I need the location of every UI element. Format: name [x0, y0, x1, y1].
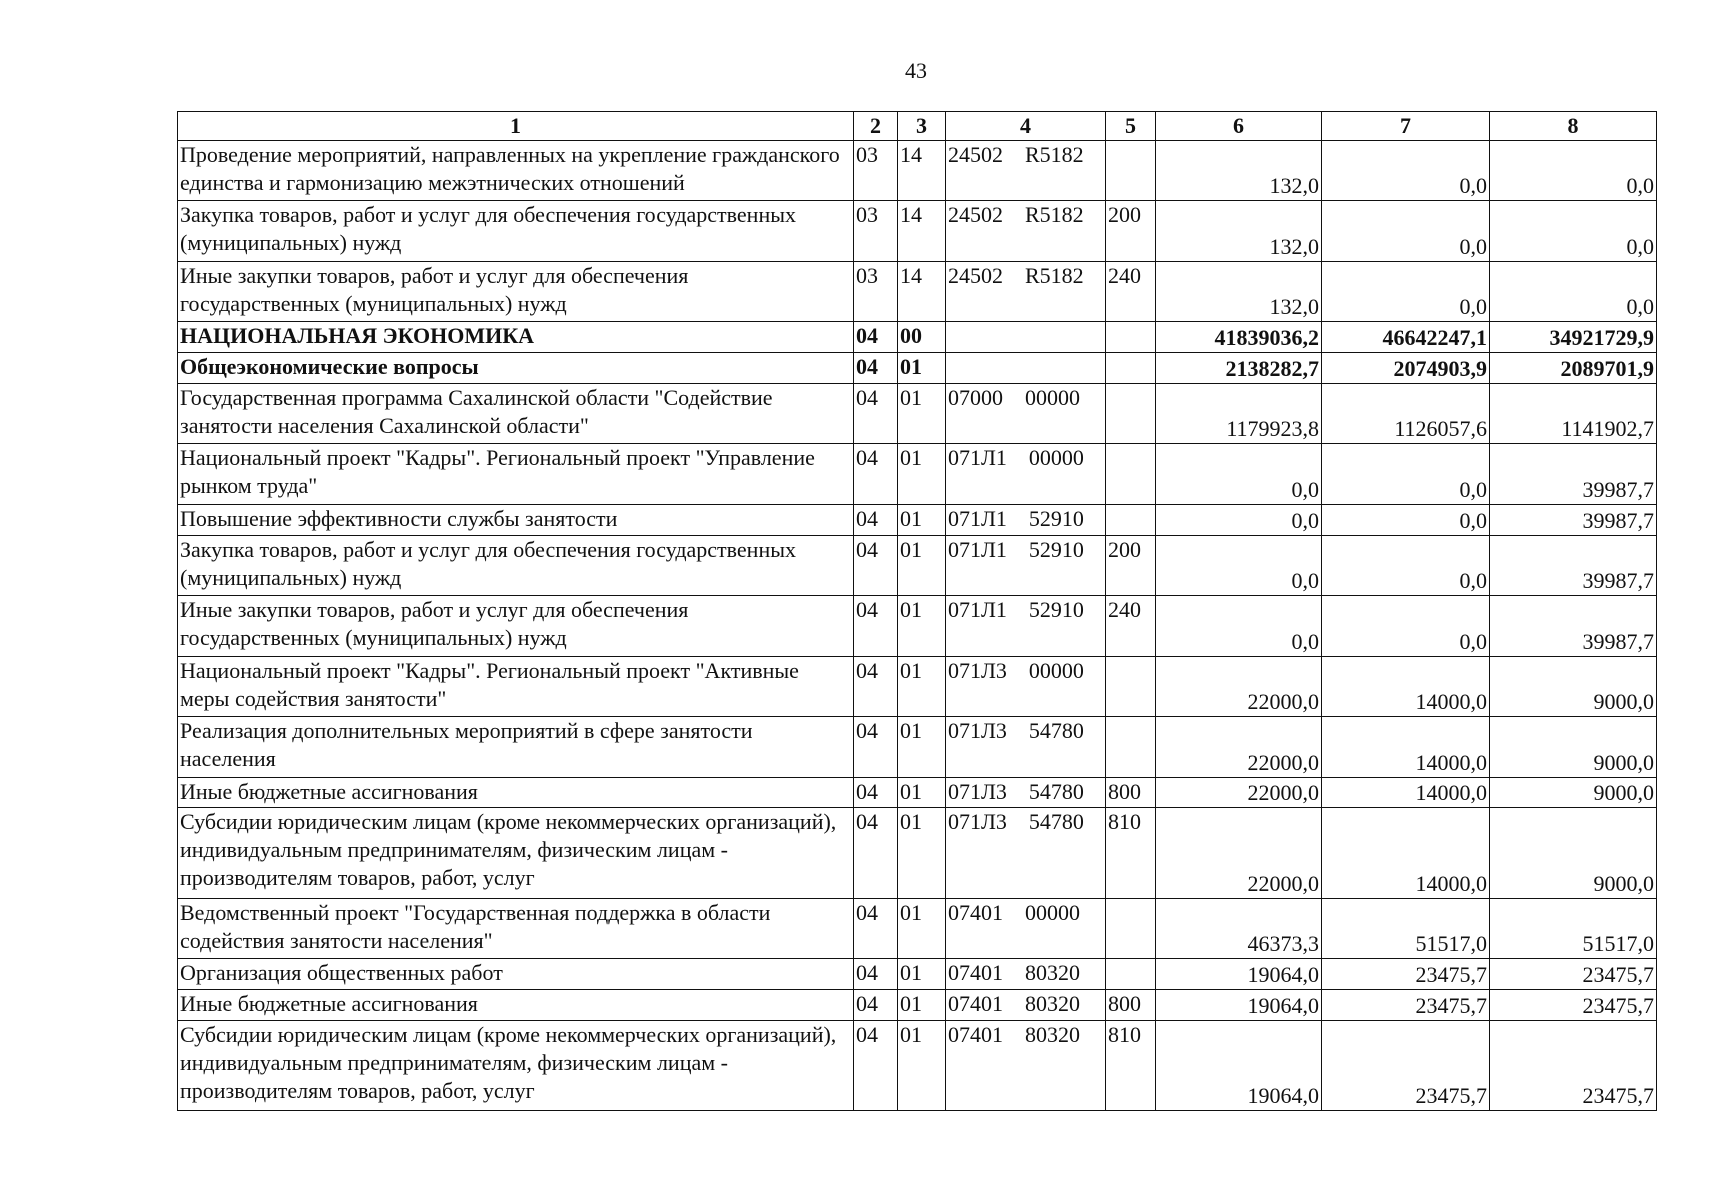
target-article-code [946, 898, 1106, 958]
table-row [178, 989, 1657, 1020]
target-article-code [946, 1020, 1106, 1110]
subsection-code: 14 [898, 201, 946, 261]
table-row [178, 717, 1657, 777]
amount-col-7: 2074903,9 [1322, 353, 1490, 384]
amount-col-7: 1126057,6 [1322, 383, 1490, 443]
direction-code: 54780 [1028, 718, 1084, 744]
col-header-1: 1 [178, 112, 854, 141]
amount-col-7: 0,0 [1322, 535, 1490, 595]
program-code: 07401 [948, 990, 1003, 1016]
target-article-code [946, 444, 1106, 504]
table-row [178, 1020, 1657, 1110]
subsection-code: 01 [898, 959, 946, 990]
section-code: 04 [854, 504, 898, 535]
direction-code: 52910 [1028, 536, 1084, 562]
table-row [178, 898, 1657, 958]
program-code: 071Л3 [948, 809, 1007, 835]
direction-code: 52910 [1028, 505, 1084, 531]
program-code: 24502 [948, 262, 1003, 288]
subsection-code: 14 [898, 261, 946, 321]
amount-col-6: 22000,0 [1156, 808, 1322, 898]
table-row [178, 383, 1657, 443]
amount-col-8: 39987,7 [1490, 596, 1657, 656]
row-description: Реализация дополнительных мероприятий в сфере занятости населения [178, 717, 854, 777]
program-code: 24502 [948, 142, 1003, 167]
amount-col-8: 9000,0 [1490, 717, 1657, 777]
table-row [178, 353, 1657, 384]
row-description: Иные бюджетные ассигнования [178, 989, 854, 1020]
subsection-code: 01 [898, 535, 946, 595]
amount-col-6: 0,0 [1156, 535, 1322, 595]
target-article-code [946, 989, 1106, 1020]
expense-type-code [1106, 504, 1156, 535]
table-row [178, 959, 1657, 990]
row-description: Иные бюджетные ассигнования [178, 777, 854, 808]
row-description: Национальный проект "Кадры". Региональный проект "Управление рынком труда" [178, 444, 854, 504]
row-description: Закупка товаров, работ и услуг для обеспечения государственных (муниципальных) нужд [178, 535, 854, 595]
target-article-code [946, 717, 1106, 777]
header-row [178, 112, 1657, 141]
target-article-code [946, 353, 1106, 384]
amount-col-8: 23475,7 [1490, 1020, 1657, 1110]
subsection-code: 01 [898, 353, 946, 384]
direction-code: R5182 [1025, 262, 1084, 288]
col-header-2: 2 [854, 112, 898, 141]
amount-col-6: 1179923,8 [1156, 383, 1322, 443]
target-article-code [946, 777, 1106, 808]
direction-code: 80320 [1025, 960, 1080, 986]
amount-col-7: 14000,0 [1322, 717, 1490, 777]
direction-code: R5182 [1025, 142, 1084, 167]
table-row [178, 504, 1657, 535]
program-code: 071Л1 [948, 445, 1007, 471]
budget-table [177, 111, 1657, 1111]
program-code: 07401 [948, 1021, 1003, 1047]
direction-code: 54780 [1028, 778, 1084, 804]
target-article-code [946, 959, 1106, 990]
amount-col-8: 9000,0 [1490, 656, 1657, 716]
amount-col-8: 23475,7 [1490, 989, 1657, 1020]
amount-col-6: 41839036,2 [1156, 322, 1322, 353]
amount-col-6: 22000,0 [1156, 656, 1322, 716]
direction-code: 52910 [1028, 597, 1084, 623]
amount-col-6: 0,0 [1156, 596, 1322, 656]
direction-code: 80320 [1025, 1021, 1080, 1047]
program-code: 07000 [948, 384, 1003, 410]
program-code: 071Л1 [948, 536, 1007, 562]
target-article-code [946, 141, 1106, 201]
section-code: 04 [854, 989, 898, 1020]
program-code: 071Л1 [948, 505, 1007, 531]
row-description: НАЦИОНАЛЬНАЯ ЭКОНОМИКА [178, 322, 854, 353]
expense-type-code: 800 [1106, 989, 1156, 1020]
table-row [178, 141, 1657, 201]
target-article-code [946, 322, 1106, 353]
section-code: 03 [854, 141, 898, 201]
row-description: Общеэкономические вопросы [178, 353, 854, 384]
direction-code: R5182 [1025, 202, 1084, 228]
table-row [178, 777, 1657, 808]
amount-col-8: 34921729,9 [1490, 322, 1657, 353]
subsection-code: 01 [898, 989, 946, 1020]
expense-type-code: 240 [1106, 261, 1156, 321]
subsection-code: 01 [898, 777, 946, 808]
amount-col-8: 0,0 [1490, 201, 1657, 261]
program-code: 071Л3 [948, 778, 1007, 804]
row-description: Ведомственный проект "Государственная поддержка в области содействия занятости населения" [178, 898, 854, 958]
expense-type-code: 810 [1106, 1020, 1156, 1110]
row-description: Субсидии юридическим лицам (кроме некоммерческих организаций), индивидуальным предпринимателям, физическим лицам - производителям товаров, работ, услуг [178, 808, 854, 898]
amount-col-6: 0,0 [1156, 504, 1322, 535]
col-header-5: 5 [1106, 112, 1156, 141]
amount-col-6: 22000,0 [1156, 717, 1322, 777]
expense-type-code: 240 [1106, 596, 1156, 656]
section-code: 04 [854, 383, 898, 443]
amount-col-6: 132,0 [1156, 261, 1322, 321]
page-number: 43 [905, 58, 927, 83]
amount-col-8: 0,0 [1490, 141, 1657, 201]
col-header-3: 3 [898, 112, 946, 141]
amount-col-8: 39987,7 [1490, 444, 1657, 504]
expense-type-code [1106, 717, 1156, 777]
row-description: Национальный проект "Кадры". Региональный проект "Активные меры содействия занятости" [178, 656, 854, 716]
section-code: 04 [854, 898, 898, 958]
table-row [178, 261, 1657, 321]
table-row [178, 201, 1657, 261]
target-article-code [946, 596, 1106, 656]
col-header-6: 6 [1156, 112, 1322, 141]
amount-col-6: 19064,0 [1156, 959, 1322, 990]
row-description: Иные закупки товаров, работ и услуг для обеспечения государственных (муниципальных) нужд [178, 596, 854, 656]
subsection-code: 01 [898, 898, 946, 958]
expense-type-code: 200 [1106, 201, 1156, 261]
amount-col-7: 0,0 [1322, 141, 1490, 201]
section-code: 04 [854, 777, 898, 808]
target-article-code [946, 535, 1106, 595]
subsection-code: 00 [898, 322, 946, 353]
expense-type-code [1106, 322, 1156, 353]
amount-col-8: 9000,0 [1490, 808, 1657, 898]
amount-col-7: 14000,0 [1322, 656, 1490, 716]
table-row [178, 808, 1657, 898]
subsection-code: 01 [898, 444, 946, 504]
section-code: 04 [854, 959, 898, 990]
amount-col-7: 14000,0 [1322, 777, 1490, 808]
expense-type-code [1106, 141, 1156, 201]
amount-col-8: 2089701,9 [1490, 353, 1657, 384]
subsection-code: 01 [898, 717, 946, 777]
direction-code: 00000 [1025, 899, 1080, 925]
table-row [178, 444, 1657, 504]
section-code: 03 [854, 201, 898, 261]
table-row [178, 656, 1657, 716]
col-header-4: 4 [946, 112, 1106, 141]
subsection-code: 01 [898, 1020, 946, 1110]
amount-col-8: 1141902,7 [1490, 383, 1657, 443]
col-header-7: 7 [1322, 112, 1490, 141]
subsection-code: 14 [898, 141, 946, 201]
amount-col-6: 132,0 [1156, 141, 1322, 201]
program-code: 071Л3 [948, 657, 1007, 683]
amount-col-8: 9000,0 [1490, 777, 1657, 808]
amount-col-7: 51517,0 [1322, 898, 1490, 958]
expense-type-code [1106, 353, 1156, 384]
expense-type-code: 200 [1106, 535, 1156, 595]
amount-col-6: 2138282,7 [1156, 353, 1322, 384]
subsection-code: 01 [898, 808, 946, 898]
expense-type-code [1106, 898, 1156, 958]
col-header-8: 8 [1490, 112, 1657, 141]
direction-code: 00000 [1025, 384, 1080, 410]
target-article-code [946, 383, 1106, 443]
table-row [178, 535, 1657, 595]
section-code: 04 [854, 322, 898, 353]
direction-code: 00000 [1028, 657, 1084, 683]
expense-type-code: 810 [1106, 808, 1156, 898]
row-description: Иные закупки товаров, работ и услуг для обеспечения государственных (муниципальных) нужд [178, 261, 854, 321]
program-code: 07401 [948, 899, 1003, 925]
section-code: 04 [854, 596, 898, 656]
amount-col-7: 0,0 [1322, 596, 1490, 656]
section-code: 04 [854, 808, 898, 898]
subsection-code: 01 [898, 383, 946, 443]
section-code: 04 [854, 717, 898, 777]
row-description: Закупка товаров, работ и услуг для обеспечения государственных (муниципальных) нужд [178, 201, 854, 261]
target-article-code [946, 261, 1106, 321]
expense-type-code [1106, 383, 1156, 443]
direction-code: 80320 [1025, 990, 1080, 1016]
amount-col-6: 19064,0 [1156, 1020, 1322, 1110]
expense-type-code [1106, 656, 1156, 716]
amount-col-6: 132,0 [1156, 201, 1322, 261]
program-code: 07401 [948, 960, 1003, 986]
amount-col-7: 23475,7 [1322, 989, 1490, 1020]
row-description: Государственная программа Сахалинской области "Содействие занятости населения Сахалинской области" [178, 383, 854, 443]
amount-col-8: 51517,0 [1490, 898, 1657, 958]
amount-col-7: 0,0 [1322, 504, 1490, 535]
table-row [178, 596, 1657, 656]
direction-code: 00000 [1028, 445, 1084, 471]
amount-col-8: 0,0 [1490, 261, 1657, 321]
table-row [178, 322, 1657, 353]
amount-col-6: 0,0 [1156, 444, 1322, 504]
amount-col-7: 0,0 [1322, 444, 1490, 504]
amount-col-8: 39987,7 [1490, 535, 1657, 595]
expense-type-code [1106, 444, 1156, 504]
target-article-code [946, 201, 1106, 261]
row-description: Субсидии юридическим лицам (кроме некоммерческих организаций), индивидуальным предпринимателям, физическим лицам - производителям товаров, работ, услуг [178, 1020, 854, 1110]
section-code: 04 [854, 535, 898, 595]
amount-col-7: 0,0 [1322, 201, 1490, 261]
amount-col-6: 22000,0 [1156, 777, 1322, 808]
amount-col-6: 46373,3 [1156, 898, 1322, 958]
program-code: 071Л3 [948, 718, 1007, 744]
target-article-code [946, 656, 1106, 716]
amount-col-7: 46642247,1 [1322, 322, 1490, 353]
row-description: Организация общественных работ [178, 959, 854, 990]
amount-col-7: 14000,0 [1322, 808, 1490, 898]
program-code: 24502 [948, 202, 1003, 228]
amount-col-8: 23475,7 [1490, 959, 1657, 990]
target-article-code [946, 808, 1106, 898]
direction-code: 54780 [1028, 809, 1084, 835]
section-code: 04 [854, 656, 898, 716]
amount-col-7: 0,0 [1322, 261, 1490, 321]
amount-col-7: 23475,7 [1322, 959, 1490, 990]
subsection-code: 01 [898, 656, 946, 716]
subsection-code: 01 [898, 504, 946, 535]
section-code: 04 [854, 1020, 898, 1110]
section-code: 04 [854, 444, 898, 504]
subsection-code: 01 [898, 596, 946, 656]
target-article-code [946, 504, 1106, 535]
amount-col-7: 23475,7 [1322, 1020, 1490, 1110]
row-description: Проведение мероприятий, направленных на укрепление гражданского единства и гармонизацию межэтнических отношений [178, 141, 854, 201]
section-code: 04 [854, 353, 898, 384]
row-description: Повышение эффективности службы занятости [178, 504, 854, 535]
amount-col-8: 39987,7 [1490, 504, 1657, 535]
section-code: 03 [854, 261, 898, 321]
expense-type-code [1106, 959, 1156, 990]
amount-col-6: 19064,0 [1156, 989, 1322, 1020]
expense-type-code: 800 [1106, 777, 1156, 808]
program-code: 071Л1 [948, 597, 1007, 623]
